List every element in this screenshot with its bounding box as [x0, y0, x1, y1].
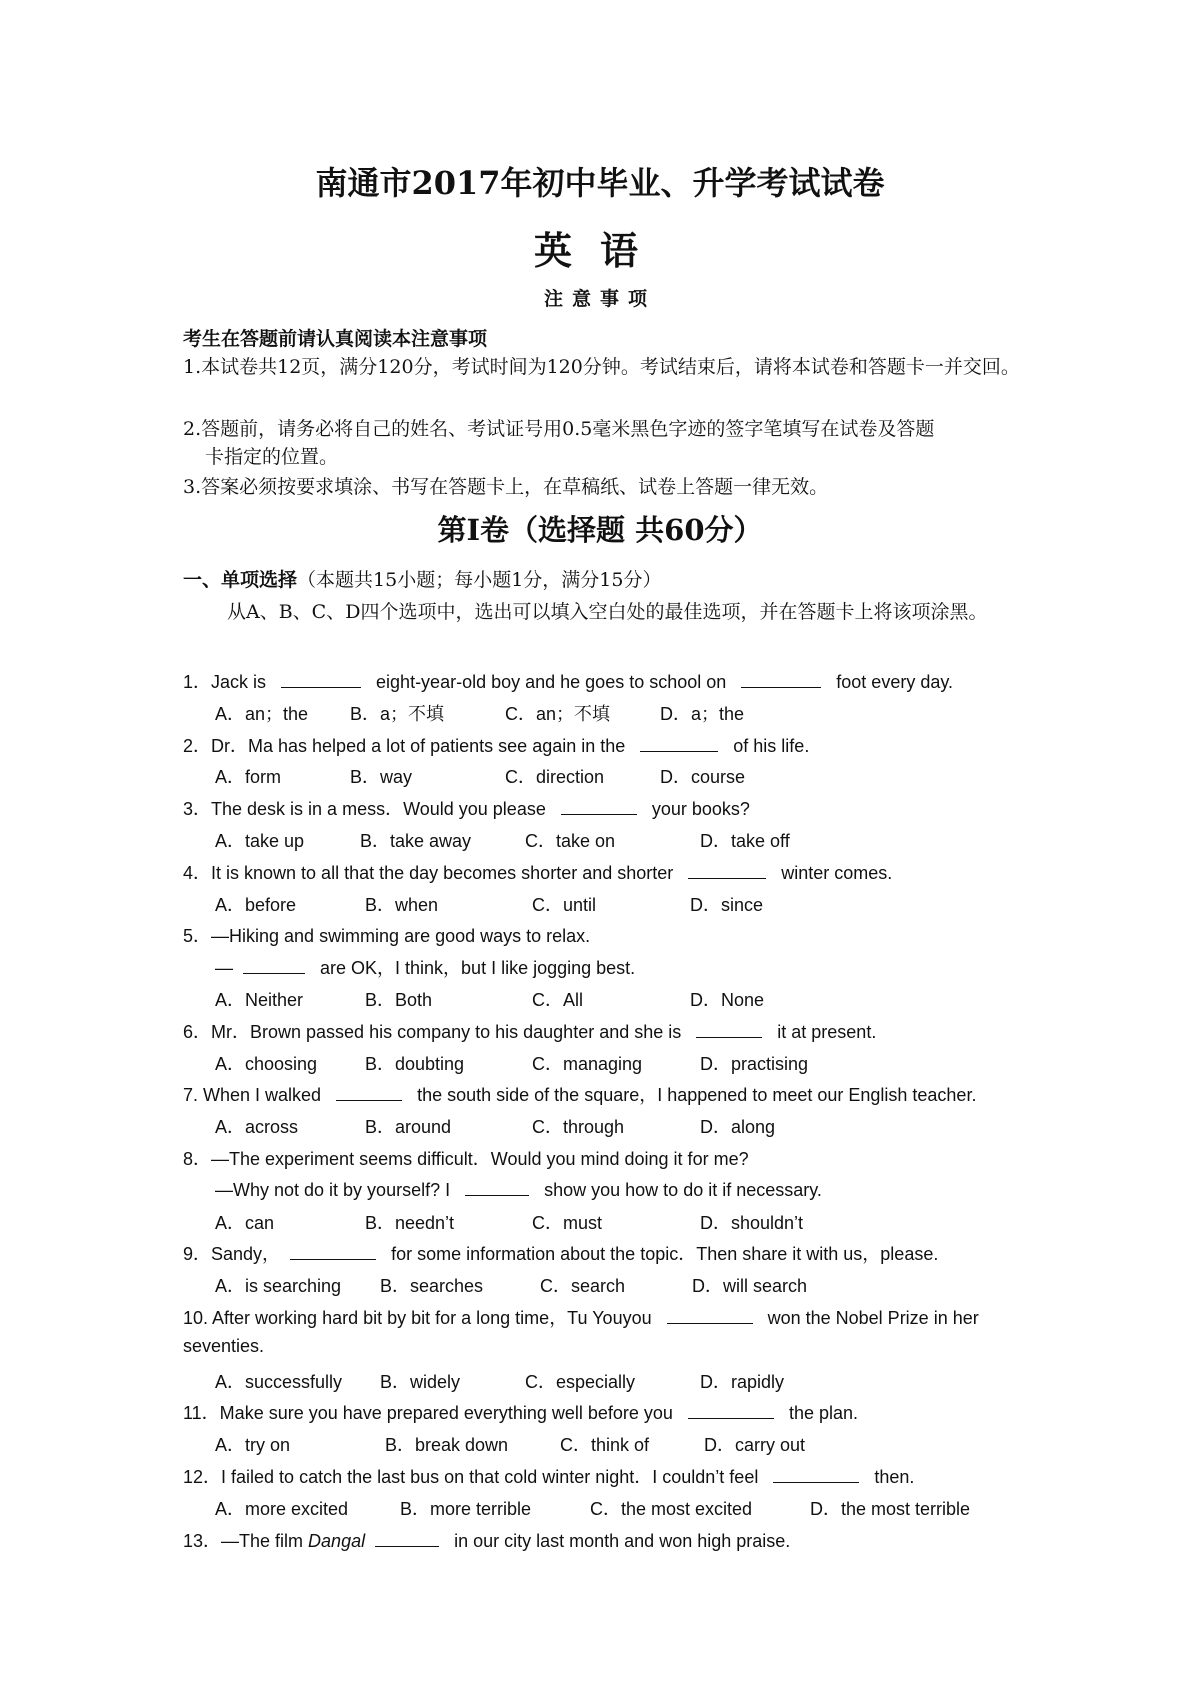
option-B: B．doubting [365, 1053, 465, 1074]
section-heading-label: 一、单项选择 [183, 569, 298, 591]
option-A: A．can [215, 1212, 275, 1233]
option-A: A．successfully [215, 1371, 343, 1392]
question-text: show you how to do it if necessary. [539, 1179, 822, 1200]
option-C: C．until [532, 894, 597, 915]
option-A: A．form [215, 767, 282, 788]
option-C: C．must [532, 1212, 603, 1233]
option-B: B．take away [360, 831, 472, 851]
option-A: A．across [215, 1117, 299, 1138]
question-5-stem-line2 [215, 954, 635, 980]
question-10-stem [183, 1304, 979, 1330]
option-B: B．when [365, 894, 439, 915]
answer-blank [336, 1082, 402, 1101]
question-8-stem-line2 [215, 1177, 822, 1201]
option-D: D．take off [700, 831, 790, 851]
answer-blank [561, 796, 637, 815]
question-11-stem [183, 1399, 858, 1425]
notice-item-2: 2.答题前，请务必将自己的姓名、考试证号用0.5毫米黑色字迹的签字笔填写在试卷及答题 [183, 418, 935, 440]
option-C: C．through [532, 1117, 625, 1138]
question-text: — [215, 958, 233, 979]
option-A: A．choosing [215, 1053, 318, 1074]
question-text: the plan. [783, 1403, 859, 1424]
option-A: A．Neither [215, 990, 304, 1010]
question-text: are OK，I think，but I like jogging best. [315, 958, 636, 979]
notice-item-2-cont: 卡指定的位置。 [205, 446, 339, 468]
option-C: C．search [540, 1276, 626, 1297]
answer-blank [281, 669, 361, 688]
question-3-stem [183, 795, 750, 821]
notice-heading: 考生在答题前请认真阅读本注意事项 [183, 328, 488, 350]
answer-blank [640, 733, 718, 752]
option-B: B．searches [380, 1276, 484, 1297]
question-text: 6．Mr．Brown passed his company to his daughter and she is [183, 1021, 687, 1042]
answer-blank [741, 669, 821, 688]
question-text: then. [869, 1467, 915, 1487]
option-D: D．a；the [660, 703, 745, 724]
question-text: in our city last month and won high praise. [449, 1530, 791, 1551]
notice-title: 注意事项 [543, 288, 656, 310]
option-B: B．widely [380, 1371, 461, 1392]
question-text: 4．It is known to all that the day becomes shorter and shorter [183, 862, 679, 883]
option-A: A．is searching [215, 1276, 342, 1297]
question-text: 11．Make sure you have prepared everything well before you [183, 1403, 678, 1424]
question-text: the south side of the square，I happened to meet our English teacher. [412, 1085, 977, 1106]
option-C: C．an；不填 [505, 703, 611, 724]
subject-title: 英语 [533, 228, 666, 273]
option-D: D．None [690, 990, 765, 1010]
section-instruction: 从A、B、C、D四个选项中，选出可以填入空白处的最佳选项，并在答题卡上将该项涂黑。 [227, 601, 988, 623]
answer-blank [773, 1464, 859, 1483]
question-1-stem [183, 668, 953, 694]
notice-item-1: 1.本试卷共12页，满分120分，考试时间为120分钟。考试结束后，请将本试卷和答题卡一并交回。 [183, 356, 1020, 378]
question-text: —Why not do it by yourself? I [215, 1179, 456, 1200]
question-text: of his life. [728, 735, 810, 756]
question-9-stem [183, 1240, 938, 1266]
option-D: D．since [690, 894, 764, 915]
exam-title: 南通市2017年初中毕业、升学考试试卷 [315, 164, 885, 202]
question-text: 7. When I walked [183, 1085, 327, 1106]
answer-blank [375, 1528, 439, 1547]
option-C: C．the most excited [590, 1498, 753, 1519]
option-D: D．carry out [704, 1435, 806, 1456]
question-text: 3．The desk is in a mess．Would you please [183, 799, 551, 820]
section-heading [183, 565, 661, 592]
question-text: 1．Jack is [183, 672, 272, 692]
answer-blank [688, 860, 766, 879]
question-text: won the Nobel Prize in her [762, 1308, 979, 1328]
option-C: C．take on [525, 831, 616, 851]
option-B: B．break down [385, 1435, 509, 1456]
option-B: B．a；不填 [350, 703, 445, 724]
answer-blank [290, 1241, 376, 1260]
option-D: D．will search [692, 1276, 808, 1297]
question-8-stem [183, 1145, 749, 1171]
question-text: eight-year-old boy and he goes to school on [371, 672, 732, 692]
option-B: B．way [350, 767, 413, 788]
question-7-stem [183, 1081, 976, 1107]
option-D: D．rapidly [700, 1371, 785, 1392]
question-4-stem [183, 859, 892, 885]
answer-blank [696, 1019, 762, 1038]
option-D: D．shouldn’t [700, 1212, 804, 1233]
question-text: 2．Dr．Ma has helped a lot of patients see again in the [183, 735, 631, 756]
question-text: your books? [646, 799, 750, 820]
option-A: A．an；the [215, 703, 309, 724]
option-A: A．take up [215, 831, 305, 851]
part-title: 第Ⅰ卷（选择题 共60分） [437, 513, 763, 547]
answer-blank [667, 1305, 753, 1324]
option-A: A．try on [215, 1435, 291, 1456]
question-text: 10. After working hard bit by bit for a long time，Tu Youyou [183, 1308, 657, 1328]
question-text: foot every day. [831, 672, 954, 692]
answer-blank [688, 1400, 774, 1419]
option-C: C．managing [532, 1053, 643, 1074]
option-D: D．practising [700, 1053, 809, 1074]
answer-blank [465, 1177, 529, 1196]
option-C: C．All [532, 990, 584, 1010]
question-text: it at present. [772, 1021, 877, 1042]
option-B: B．around [365, 1117, 452, 1138]
option-D: D．the most terrible [810, 1498, 971, 1519]
question-text: 5．—Hiking and swimming are good ways to relax. [183, 926, 591, 947]
option-D: D．course [660, 767, 746, 788]
option-C: C．direction [505, 767, 605, 788]
question-10-stem-line2: seventies. [183, 1335, 265, 1356]
question-13-stem [183, 1527, 790, 1553]
film-title: Dangal [308, 1530, 366, 1551]
notice-item-3: 3.答案必须按要求填涂、书写在答题卡上，在草稿纸、试卷上答题一律无效。 [183, 476, 829, 498]
question-5-stem [183, 922, 590, 948]
question-text: 9．Sandy， [183, 1244, 281, 1265]
option-B: B．Both [365, 990, 433, 1010]
section-heading-note: （本题共15小题；每小题1分，满分15分） [297, 569, 662, 591]
answer-blank [243, 955, 305, 974]
question-text: 8．—The experiment seems difficult．Would you mind doing it for me? [183, 1149, 749, 1169]
option-C: C．think of [560, 1435, 650, 1456]
question-text: for some information about the topic．Then share it with us，please. [386, 1244, 939, 1265]
option-B: B．more terrible [400, 1498, 532, 1519]
question-6-stem [183, 1018, 876, 1044]
option-C: C．especially [525, 1371, 636, 1392]
option-D: D．along [700, 1117, 776, 1138]
option-A: A．more excited [215, 1498, 349, 1519]
question-2-stem [183, 732, 809, 758]
question-text: winter comes. [776, 862, 893, 883]
option-B: B．needn’t [365, 1212, 455, 1233]
option-A: A．before [215, 894, 297, 915]
question-12-stem [183, 1463, 914, 1489]
question-text: 12．I failed to catch the last bus on that cold winter night．I couldn’t feel [183, 1467, 764, 1487]
question-text: 13．—The film [183, 1530, 309, 1551]
